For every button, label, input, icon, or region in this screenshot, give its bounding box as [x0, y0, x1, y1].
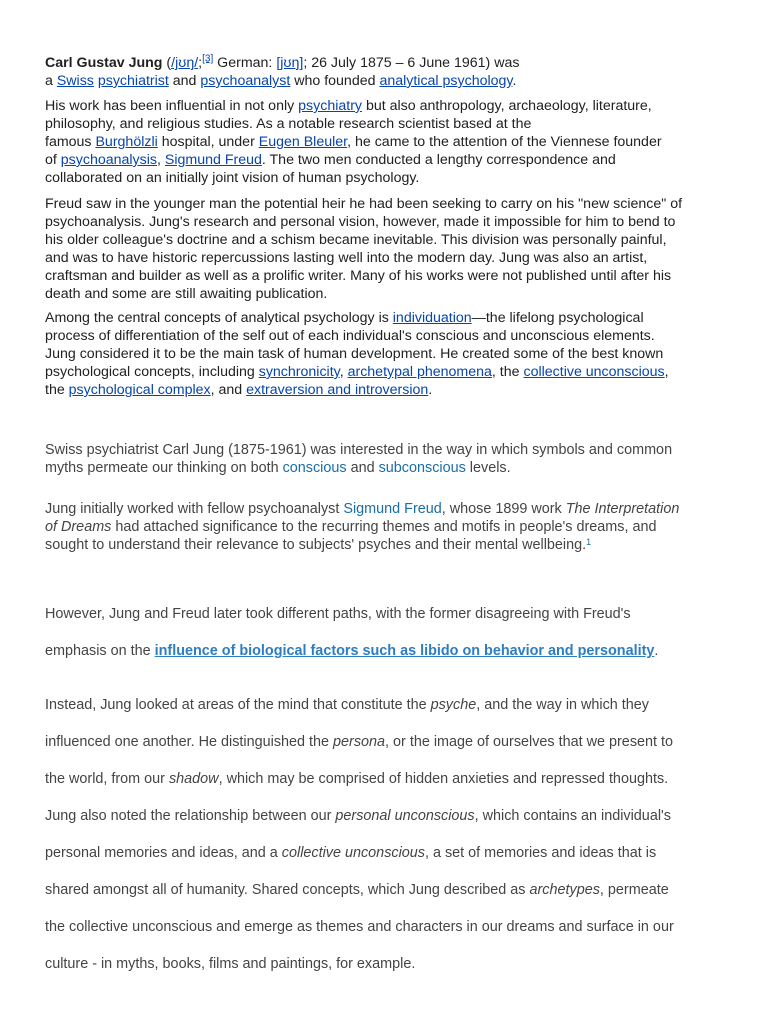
paragraph-line: Swiss psychiatrist Carl Jung (1875-1961) was interested in the way in which symbols and common	[45, 442, 673, 458]
emphasis-term: personal unconscious	[335, 808, 475, 824]
ipa-link[interactable]: /jʊŋ/	[171, 55, 199, 71]
paragraph-line: Jung considered it to be the main task of human development. He created some of the best known	[45, 346, 664, 362]
paragraph-line: death and some are still awaiting publication.	[45, 286, 328, 302]
symbols-paragraph	[45, 441, 735, 477]
paragraph-line: the collective unconscious and emerge as themes and characters in our dreams and surface in our	[45, 919, 674, 935]
paragraph-text: had attached significance to the recurring themes and motifs in people's dreams, and	[111, 519, 657, 535]
paragraph-text: shared amongst all of humanity. Shared concepts, which Jung described as	[45, 882, 530, 898]
archetypal-phenomena-link[interactable]: archetypal phenomena	[347, 364, 492, 380]
swiss-link[interactable]: Swiss	[56, 73, 94, 89]
paragraph-line	[45, 133, 735, 151]
paragraph-line	[45, 687, 735, 724]
paragraph-text: ,	[339, 364, 348, 380]
emphasis-term: collective unconscious	[281, 845, 425, 861]
paragraph-text: , permeate	[599, 882, 669, 898]
intro-text: .	[512, 73, 517, 89]
paragraph-line	[45, 381, 735, 399]
psychoanalyst-link[interactable]: psychoanalyst	[200, 73, 291, 89]
paragraph-line	[45, 724, 735, 761]
intro-text: a	[45, 73, 57, 89]
paragraph-line: psychoanalysis. Jung's research and personal vision, however, made it impossible for him to bend to	[45, 214, 676, 230]
intro-paragraph	[45, 54, 735, 90]
paragraph-text: ,	[664, 364, 669, 380]
paragraph-line	[45, 518, 735, 536]
different-paths-paragraph	[45, 596, 735, 670]
synchronicity-link[interactable]: synchronicity	[258, 364, 340, 380]
analytical-psychology-link[interactable]: analytical psychology	[379, 73, 513, 89]
intro-line-2	[45, 72, 735, 90]
paragraph-text: , which may be comprised of hidden anxieties and repressed thoughts.	[218, 771, 669, 787]
paragraph-line	[45, 363, 735, 381]
paragraph-text: but also anthropology, archaeology, literature,	[362, 98, 652, 114]
work-title: of Dreams	[45, 519, 112, 535]
eugen-bleuler-link[interactable]: Eugen Bleuler	[258, 134, 348, 150]
paragraph-text: emphasis on the	[45, 643, 155, 659]
paragraph-text: the world, from our	[45, 771, 169, 787]
paragraph-text: influenced one another. He distinguished the	[45, 734, 334, 750]
paragraph-line	[45, 500, 735, 518]
paragraph-text: hospital, under	[157, 134, 259, 150]
paragraph-text: ,	[157, 152, 165, 168]
paragraph-text: .	[428, 382, 433, 398]
extraversion-introversion-link[interactable]: extraversion and introversion	[246, 382, 429, 398]
individuation-link[interactable]: individuation	[392, 310, 472, 326]
subconscious-link[interactable]: subconscious	[378, 460, 466, 476]
paragraph-text: Among the central concepts of analytical psychology is	[45, 310, 393, 326]
footnote-1-link[interactable]: 1	[586, 537, 592, 547]
intro-text: and	[168, 73, 201, 89]
paragraph-line: However, Jung and Freud later took different paths, with the former disagreeing with Freud's	[45, 606, 631, 622]
paragraph-text: famous	[45, 134, 96, 150]
influence-paragraph	[45, 97, 735, 187]
paragraph-text: , a set of memories and ideas that is	[424, 845, 657, 861]
intro-text: German:	[213, 55, 277, 71]
freud-schism-paragraph	[45, 195, 735, 303]
paragraph-text: personal memories and ideas, and a	[45, 845, 282, 861]
paragraph-line	[45, 459, 735, 477]
german-ipa-link[interactable]: [jʊŋ]	[276, 55, 304, 71]
intro-text: ; 26 July 1875 – 6 June 1961) was	[303, 55, 520, 71]
paragraph-line: and was to have historic repercussions lasting well into the modern day. Jung was also an artist,	[45, 250, 648, 266]
paragraph-text: Jung initially worked with fellow psychoanalyst	[45, 501, 344, 517]
paragraph-text: , and	[210, 382, 247, 398]
conscious-link[interactable]: conscious	[282, 460, 347, 476]
burgholzli-link[interactable]: Burghölzli	[95, 134, 158, 150]
paragraph-line: collaborated on an initially joint vision of human psychology.	[45, 170, 420, 186]
psychiatrist-link[interactable]: psychiatrist	[97, 73, 169, 89]
emphasis-term: persona	[333, 734, 386, 750]
paragraph-line: process of differentiation of the self out of each individual's conscious and unconscious elements.	[45, 328, 655, 344]
intro-text: who founded	[290, 73, 380, 89]
paragraph-text: , which contains an individual's	[474, 808, 671, 824]
reference-3-link[interactable]: [3]	[202, 53, 214, 65]
paragraph-line	[45, 309, 735, 327]
paragraph-line: philosophy, and religious studies. As a notable research scientist based at the	[45, 116, 532, 132]
paragraph-text: Jung also noted the relationship between our	[45, 808, 336, 824]
paragraph-text: , he came to the attention of the Viennese founder	[347, 134, 662, 150]
paragraph-line: culture - in myths, books, films and paintings, for example.	[45, 956, 416, 972]
paragraph-line	[45, 536, 735, 554]
intro-line-1	[45, 54, 735, 72]
collective-unconscious-link[interactable]: collective unconscious	[523, 364, 665, 380]
paragraph-text: of	[45, 152, 61, 168]
paragraph-line	[45, 872, 735, 909]
paragraph-text: —the lifelong psychological	[471, 310, 644, 326]
paragraph-text: Instead, Jung looked at areas of the mind that constitute the	[45, 697, 431, 713]
paragraph-line	[45, 835, 735, 872]
paragraph-line	[45, 798, 735, 835]
psychological-complex-link[interactable]: psychological complex	[68, 382, 211, 398]
paragraph-line: craftsman and builder as well as a prolific writer. Many of his works were not published until after his	[45, 268, 672, 284]
psychiatry-link[interactable]: psychiatry	[298, 98, 363, 114]
concepts-paragraph	[45, 309, 735, 399]
emphasis-term: shadow	[168, 771, 219, 787]
paragraph-text: .	[654, 643, 659, 659]
paragraph-text: , and the way in which they	[476, 697, 650, 713]
paragraph-text: levels.	[465, 460, 511, 476]
biological-factors-link[interactable]: influence of biological factors such as libido on behavior and personality	[154, 643, 655, 659]
work-title: The Interpretation	[565, 501, 680, 517]
paragraph-line	[45, 97, 735, 115]
paragraph-text: and	[346, 460, 379, 476]
paragraph-line	[45, 761, 735, 798]
intro-text: ;	[198, 55, 203, 71]
paragraph-text: psychological concepts, including	[45, 364, 259, 380]
paragraph-text: , the	[491, 364, 524, 380]
sigmund-freud-link[interactable]: Sigmund Freud	[343, 501, 442, 517]
sigmund-freud-link[interactable]: Sigmund Freud	[164, 152, 262, 168]
paragraph-line: Freud saw in the younger man the potential heir he had been seeking to carry on his "new science" of	[45, 196, 683, 212]
paragraph-line	[45, 151, 735, 169]
psyche-paragraph	[45, 687, 735, 983]
paragraph-text: His work has been influential in not only	[45, 98, 299, 114]
emphasis-term: psyche	[430, 697, 477, 713]
paragraph-text: myths permeate our thinking on both	[45, 460, 283, 476]
intro-text: (	[162, 55, 172, 71]
paragraph-text: the	[45, 382, 69, 398]
paragraph-text: , whose 1899 work	[441, 501, 566, 517]
paragraph-text: . The two men conducted a lengthy correspondence and	[261, 152, 616, 168]
paragraph-line: his older colleague's doctrine and a schism became inevitable. This division was personally painful,	[45, 232, 667, 248]
psychoanalysis-link[interactable]: psychoanalysis	[60, 152, 157, 168]
freud-dreams-paragraph	[45, 500, 735, 554]
subject-name: Carl Gustav Jung	[45, 55, 163, 71]
emphasis-term: archetypes	[529, 882, 600, 898]
paragraph-line	[45, 633, 735, 670]
paragraph-text: , or the image of ourselves that we present to	[385, 734, 674, 750]
paragraph-text: sought to understand their relevance to subjects' psyches and their mental wellbeing.	[45, 537, 587, 553]
